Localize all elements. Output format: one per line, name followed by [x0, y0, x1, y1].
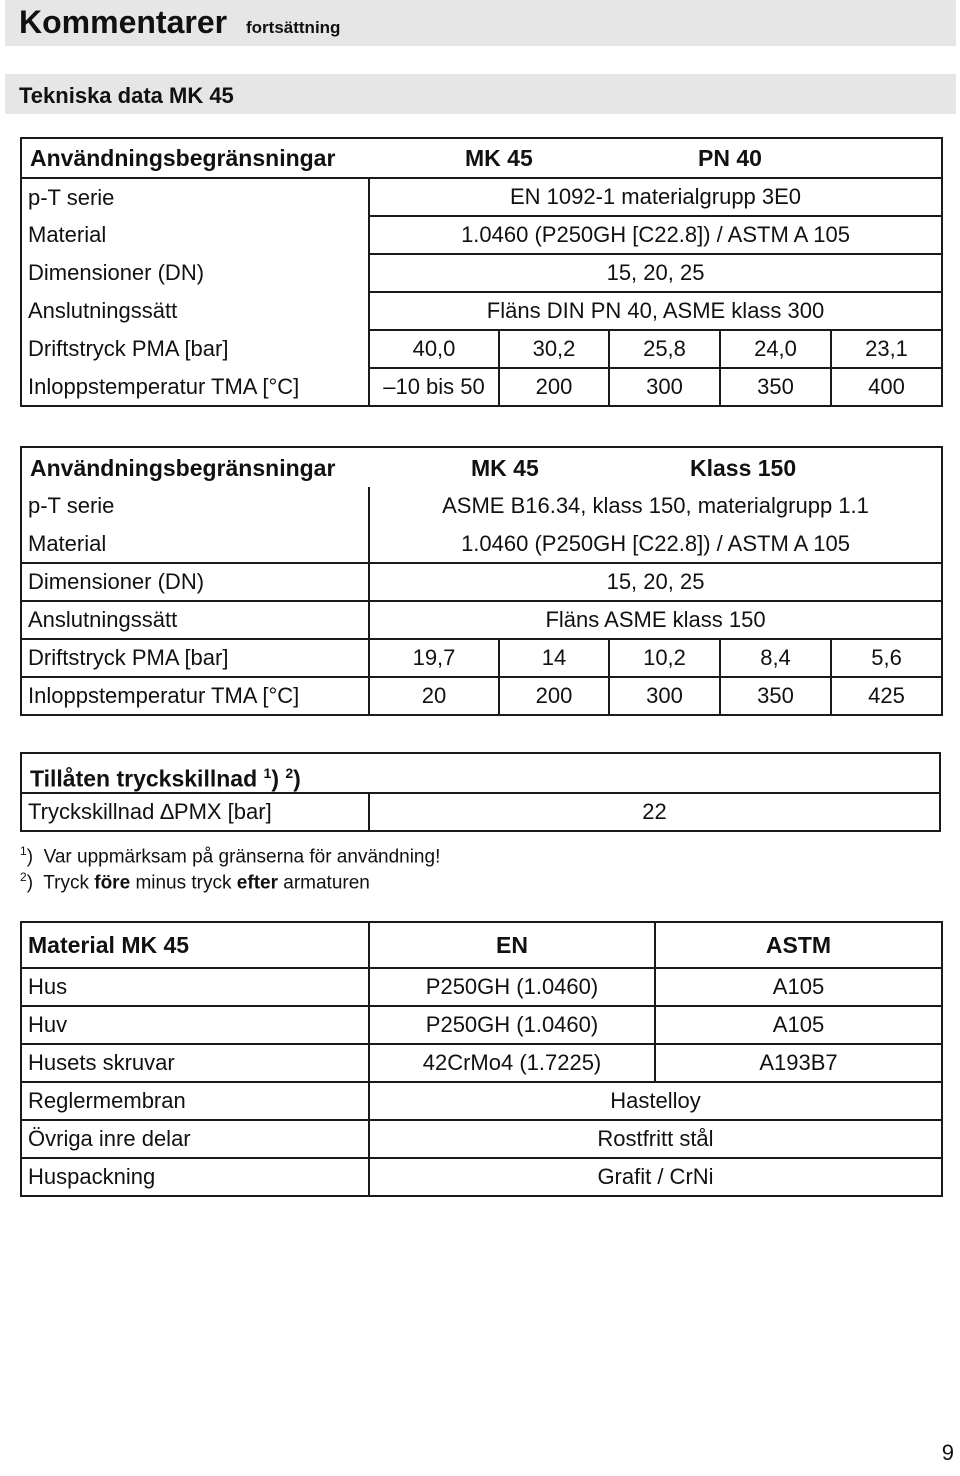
- page-number: 9: [941, 1440, 954, 1465]
- row-value: 1.0460 (P250GH [C22.8]) / ASTM A 105: [369, 216, 942, 254]
- pma-cell: 19,7: [369, 639, 499, 677]
- table-row: [21, 254, 942, 292]
- table-header-row: [21, 447, 942, 487]
- part-cell: Hus: [21, 968, 369, 1006]
- limits-table-pn40: [20, 137, 943, 407]
- row-value: Fläns ASME klass 150: [369, 601, 942, 639]
- row-label: Inloppstemperatur TMA [°C]: [21, 677, 369, 715]
- table-row: [21, 601, 942, 639]
- row-value: 15, 20, 25: [369, 563, 942, 601]
- footnote-1: $^1$) Var uppmärksam på gränserna för användning!: [20, 844, 441, 868]
- table-row: [21, 330, 942, 368]
- row-label: Dimensioner (DN): [21, 254, 369, 292]
- pma-cell: 5,6: [831, 639, 942, 677]
- tma-cell: 20: [369, 677, 499, 715]
- footnote-2: $^2$) Tryck före minus tryck efter armaturen: [20, 870, 370, 894]
- row-value: EN 1092-1 materialgrupp 3E0: [369, 178, 942, 216]
- tma-cell: 200: [499, 368, 609, 406]
- header-model: MK 45: [465, 145, 533, 171]
- row-label: Material: [21, 525, 369, 563]
- row-value: ASME B16.34, klass 150, materialgrupp 1.1: [369, 487, 942, 525]
- row-label: Anslutningssätt: [21, 292, 369, 330]
- pma-cell: 40,0: [369, 330, 499, 368]
- pma-cell: 30,2: [499, 330, 609, 368]
- pma-cell: 10,2: [609, 639, 720, 677]
- header-label: Användningsbegränsningar: [30, 145, 336, 171]
- merged-cell: Grafit / CrNi: [369, 1158, 942, 1196]
- row-label: Anslutningssätt: [21, 601, 369, 639]
- pma-cell: 24,0: [720, 330, 831, 368]
- pressure-diff-table: [20, 752, 941, 832]
- row-label: p-T serie: [21, 487, 369, 525]
- part-cell: Husets skruvar: [21, 1044, 369, 1082]
- tma-cell: 300: [609, 368, 720, 406]
- header-rating: PN 40: [698, 145, 762, 171]
- materials-header-part: Material MK 45: [21, 922, 369, 968]
- table-row: [21, 1082, 942, 1120]
- row-label: Inloppstemperatur TMA [°C]: [21, 368, 369, 406]
- en-cell: P250GH (1.0460): [369, 968, 655, 1006]
- section-title: Tekniska data MK 45: [19, 83, 234, 108]
- table-row: [21, 968, 942, 1006]
- astm-cell: A193B7: [655, 1044, 942, 1082]
- table-row: [21, 487, 942, 525]
- row-label: Material: [21, 216, 369, 254]
- table-row: [21, 1006, 942, 1044]
- table-row: [21, 292, 942, 330]
- page-subtitle: fortsättning: [246, 18, 341, 37]
- table-row: [21, 1044, 942, 1082]
- materials-header-astm: ASTM: [655, 922, 942, 968]
- page-title: Kommentarer: [19, 4, 228, 40]
- astm-cell: A105: [655, 1006, 942, 1044]
- pma-cell: 14: [499, 639, 609, 677]
- header-rating: Klass 150: [690, 454, 797, 481]
- row-label: Driftstryck PMA [bar]: [21, 639, 369, 677]
- tma-cell: 200: [499, 677, 609, 715]
- tma-cell: 400: [831, 368, 942, 406]
- row-value: 15, 20, 25: [369, 254, 942, 292]
- table-row: [21, 525, 942, 563]
- part-cell: Huspackning: [21, 1158, 369, 1196]
- row-value: Fläns DIN PN 40, ASME klass 300: [369, 292, 942, 330]
- part-cell: Reglermembran: [21, 1082, 369, 1120]
- table-row: [21, 216, 942, 254]
- table-row: [21, 563, 942, 601]
- table-row: [21, 793, 940, 831]
- header-model: MK 45: [471, 454, 539, 481]
- tma-cell: 350: [720, 677, 831, 715]
- merged-cell: Hastelloy: [369, 1082, 942, 1120]
- table-row: [21, 1158, 942, 1196]
- en-cell: 42CrMo4 (1.7225): [369, 1044, 655, 1082]
- en-cell: P250GH (1.0460): [369, 1006, 655, 1044]
- row-value: 1.0460 (P250GH [C22.8]) / ASTM A 105: [369, 525, 942, 563]
- row-label: Tryckskillnad ∆PMX [bar]: [21, 793, 369, 831]
- tma-cell: 425: [831, 677, 942, 715]
- part-cell: Huv: [21, 1006, 369, 1044]
- tma-cell: 300: [609, 677, 720, 715]
- table-header-row: [21, 138, 942, 178]
- row-label: Driftstryck PMA [bar]: [21, 330, 369, 368]
- table-row: [21, 639, 942, 677]
- pma-cell: 25,8: [609, 330, 720, 368]
- limits-table-class150: [20, 446, 943, 716]
- astm-cell: A105: [655, 968, 942, 1006]
- merged-cell: Rostfritt stål: [369, 1120, 942, 1158]
- diff-title: Tillåten tryckskillnad $^1$) $^2$): [30, 765, 301, 792]
- materials-table: [20, 921, 943, 1197]
- table-row: [21, 1120, 942, 1158]
- tma-cell: –10 bis 50: [369, 368, 499, 406]
- table-row: [21, 368, 942, 406]
- pma-cell: 8,4: [720, 639, 831, 677]
- diff-value: 22: [369, 793, 940, 831]
- tma-cell: 350: [720, 368, 831, 406]
- table-row: [21, 677, 942, 715]
- row-label: p-T serie: [21, 178, 369, 216]
- header-label: Användningsbegränsningar: [30, 454, 336, 481]
- materials-header-en: EN: [369, 922, 655, 968]
- row-label: Dimensioner (DN): [21, 563, 369, 601]
- part-cell: Övriga inre delar: [21, 1120, 369, 1158]
- table-row: [21, 178, 942, 216]
- pma-cell: 23,1: [831, 330, 942, 368]
- table-header-row: [21, 753, 940, 793]
- table-header-row: [21, 922, 942, 968]
